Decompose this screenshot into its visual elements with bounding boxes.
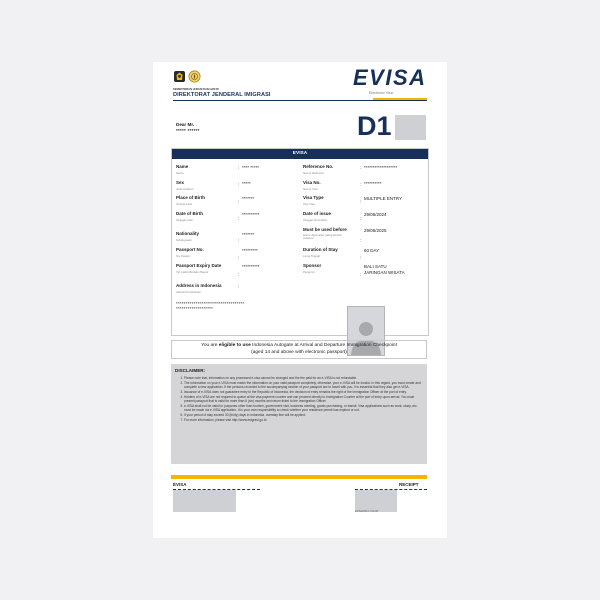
receipt-left-label: EVISA	[173, 482, 187, 487]
disclaimer-item: 2. The information on your e-VISA must match the information on your valid passport completely, otherwise, your e-VISA will be invalid. In this regard, you must create and complete a new application. If the persons recorded to the accompanying section of your passport are to travel with you, it is essential that they also get e-VISA.	[184, 381, 423, 390]
disclaimer-item: 7. For more information, please visit http://www.imigrasi.go.id.	[184, 418, 423, 423]
field-label: Date of Birth	[176, 211, 203, 216]
field-value: *********	[242, 248, 258, 253]
field-sublabel: Tanggal Penerbitan	[303, 217, 328, 222]
address-line-1: ***********************************	[176, 301, 245, 306]
receipt-right-label: RECEIPT	[399, 482, 419, 487]
evisa-logo-subtitle: Electronic Visa	[369, 91, 393, 95]
directorate-name: DIREKTORAT JENDERAL IMIGRASI	[173, 91, 271, 98]
info-panel-title: EVISA	[172, 149, 428, 159]
field-value: MULTIPLE ENTRY	[364, 196, 403, 201]
autogate-text-line2: (aged 14 and above with electronic passport)	[251, 349, 347, 355]
ministry-emblem-icon	[173, 70, 186, 83]
field-label: Place of Birth	[176, 195, 206, 200]
evisa-document	[153, 62, 447, 538]
field-sublabel: Nomor Visa	[303, 186, 318, 191]
disclaimer-item: 1. Please note that, information on any processed e-visa cannot be changed and the fee paid for an e-VISA is not refundable.	[184, 376, 423, 381]
colon-column-right: : : : : : : :	[360, 165, 362, 277]
field-value: 29/06/2025	[364, 228, 387, 233]
field-value: **********	[242, 212, 260, 217]
receipt-left-box	[173, 490, 236, 512]
field-label: Sponsor	[303, 263, 322, 268]
disclaimer-title: DISCLAIMER:	[175, 368, 206, 373]
field-label: Visa Type	[303, 195, 324, 200]
field-sublabel: Tanggal Lahir	[176, 217, 193, 222]
disclaimer-list	[175, 376, 423, 422]
field-label: Passport No.	[176, 247, 204, 252]
field-sublabel: Alamat di Indonesia	[176, 289, 201, 294]
field-sublabel: No. Paspor	[176, 253, 190, 258]
field-value: 60 DAY	[364, 248, 380, 253]
autogate-text-pre: You are	[201, 343, 219, 348]
field-sublabel: Kebangsaan	[176, 237, 192, 242]
field-label: Sex	[176, 180, 185, 185]
address-line-2: *******************	[176, 306, 214, 311]
receipt-footer-id: EVISA2023-17-0A-58	[355, 510, 378, 513]
field-value: BALI SATU JARINGAN WISATA	[364, 264, 405, 275]
field-sublabel: Lama Tinggal	[303, 253, 320, 258]
visa-index-code: D1	[357, 111, 392, 141]
field-value: *******	[242, 196, 255, 201]
evisa-logo: EVISA	[353, 65, 427, 90]
disclaimer-panel	[171, 364, 427, 464]
field-sublabel: Nomor Referensi	[303, 170, 325, 175]
field-sublabel: Nama	[176, 170, 184, 175]
receipt-yellow-bar	[171, 475, 427, 479]
field-sublabel: Penjamin	[303, 269, 315, 274]
field-label: Address in Indonesia	[176, 283, 222, 288]
disclaimer-item: 3. Issuance of e-VISA does not guarantee entry to the Republic of Indonesia, the decision of entry remains the right of the Immigration Officer at the port of entry.	[184, 390, 423, 395]
header-divider	[173, 100, 427, 101]
field-value: **********	[364, 181, 382, 186]
field-sublabel: Tgl. Habis Berlaku Paspor	[176, 269, 209, 274]
field-value: *****	[242, 181, 251, 186]
immigration-emblem-icon	[188, 70, 201, 83]
field-value: 29/06/2024	[364, 212, 387, 217]
recipient-name: ***** ******	[176, 128, 200, 133]
visa-code-box	[395, 115, 426, 140]
autogate-text-bold: eligible to use	[218, 343, 251, 348]
field-sublabel: Tempat Lahir	[176, 201, 193, 206]
field-label: Visa No.	[303, 180, 321, 185]
disclaimer-item: 5. e-VISA shall not be valid for purposes other than tourism, government visit, business meeting, goods purchasing, or transit. Visa applications such as work, study, etc. must be made via e-VISA application. It is your own responsibility to check whether your residence permit has expired or not.	[184, 404, 423, 413]
disclaimer-item: 4. Holders of e-VISA are not required to queue at the visa payment counter and can proceed directly to Immigration Counter at the port of entry upon arrival. You must present passport that is valid for more than 6 (six) months and return ticket to the Immigration Officer.	[184, 395, 423, 404]
field-value: **** *****	[242, 165, 260, 170]
field-value: *******************	[364, 165, 398, 170]
field-label: Duration of Stay	[303, 247, 338, 252]
autogate-text-post: Indonesia Autogate at Arrival and Departure Immigration Checkpoint	[250, 343, 397, 348]
field-label: Reference No.	[303, 164, 334, 169]
ministry-name: KEMENTERIAN HUKUM DAN HAM RI	[173, 88, 219, 91]
colon-column-left: : : : : : : :	[238, 165, 240, 277]
field-label: Must be used before	[303, 227, 347, 232]
field-label: Name	[176, 164, 189, 169]
field-value: **********	[242, 264, 260, 269]
greeting: Dear Mr.	[176, 122, 195, 127]
field-sublabel: Jenis Kelamin	[176, 186, 194, 191]
receipt-right-box	[355, 490, 397, 512]
field-label: Nationality	[176, 231, 200, 236]
disclaimer-item: 6. If your period of stay exceed 30 (thirty) days in Indonesia, overstay fine will be applied.	[184, 413, 423, 418]
field-sublabel: Harus digunakan paling lambat sebelum	[303, 232, 342, 240]
field-label: Passport Expiry Date	[176, 263, 222, 268]
field-sublabel: Tipe Visa	[303, 201, 315, 206]
autogate-notice	[171, 340, 427, 359]
visa-info-panel	[171, 148, 429, 336]
field-label: Date of issue	[303, 211, 332, 216]
field-value: *******	[242, 232, 255, 237]
field-value: :	[238, 284, 240, 289]
